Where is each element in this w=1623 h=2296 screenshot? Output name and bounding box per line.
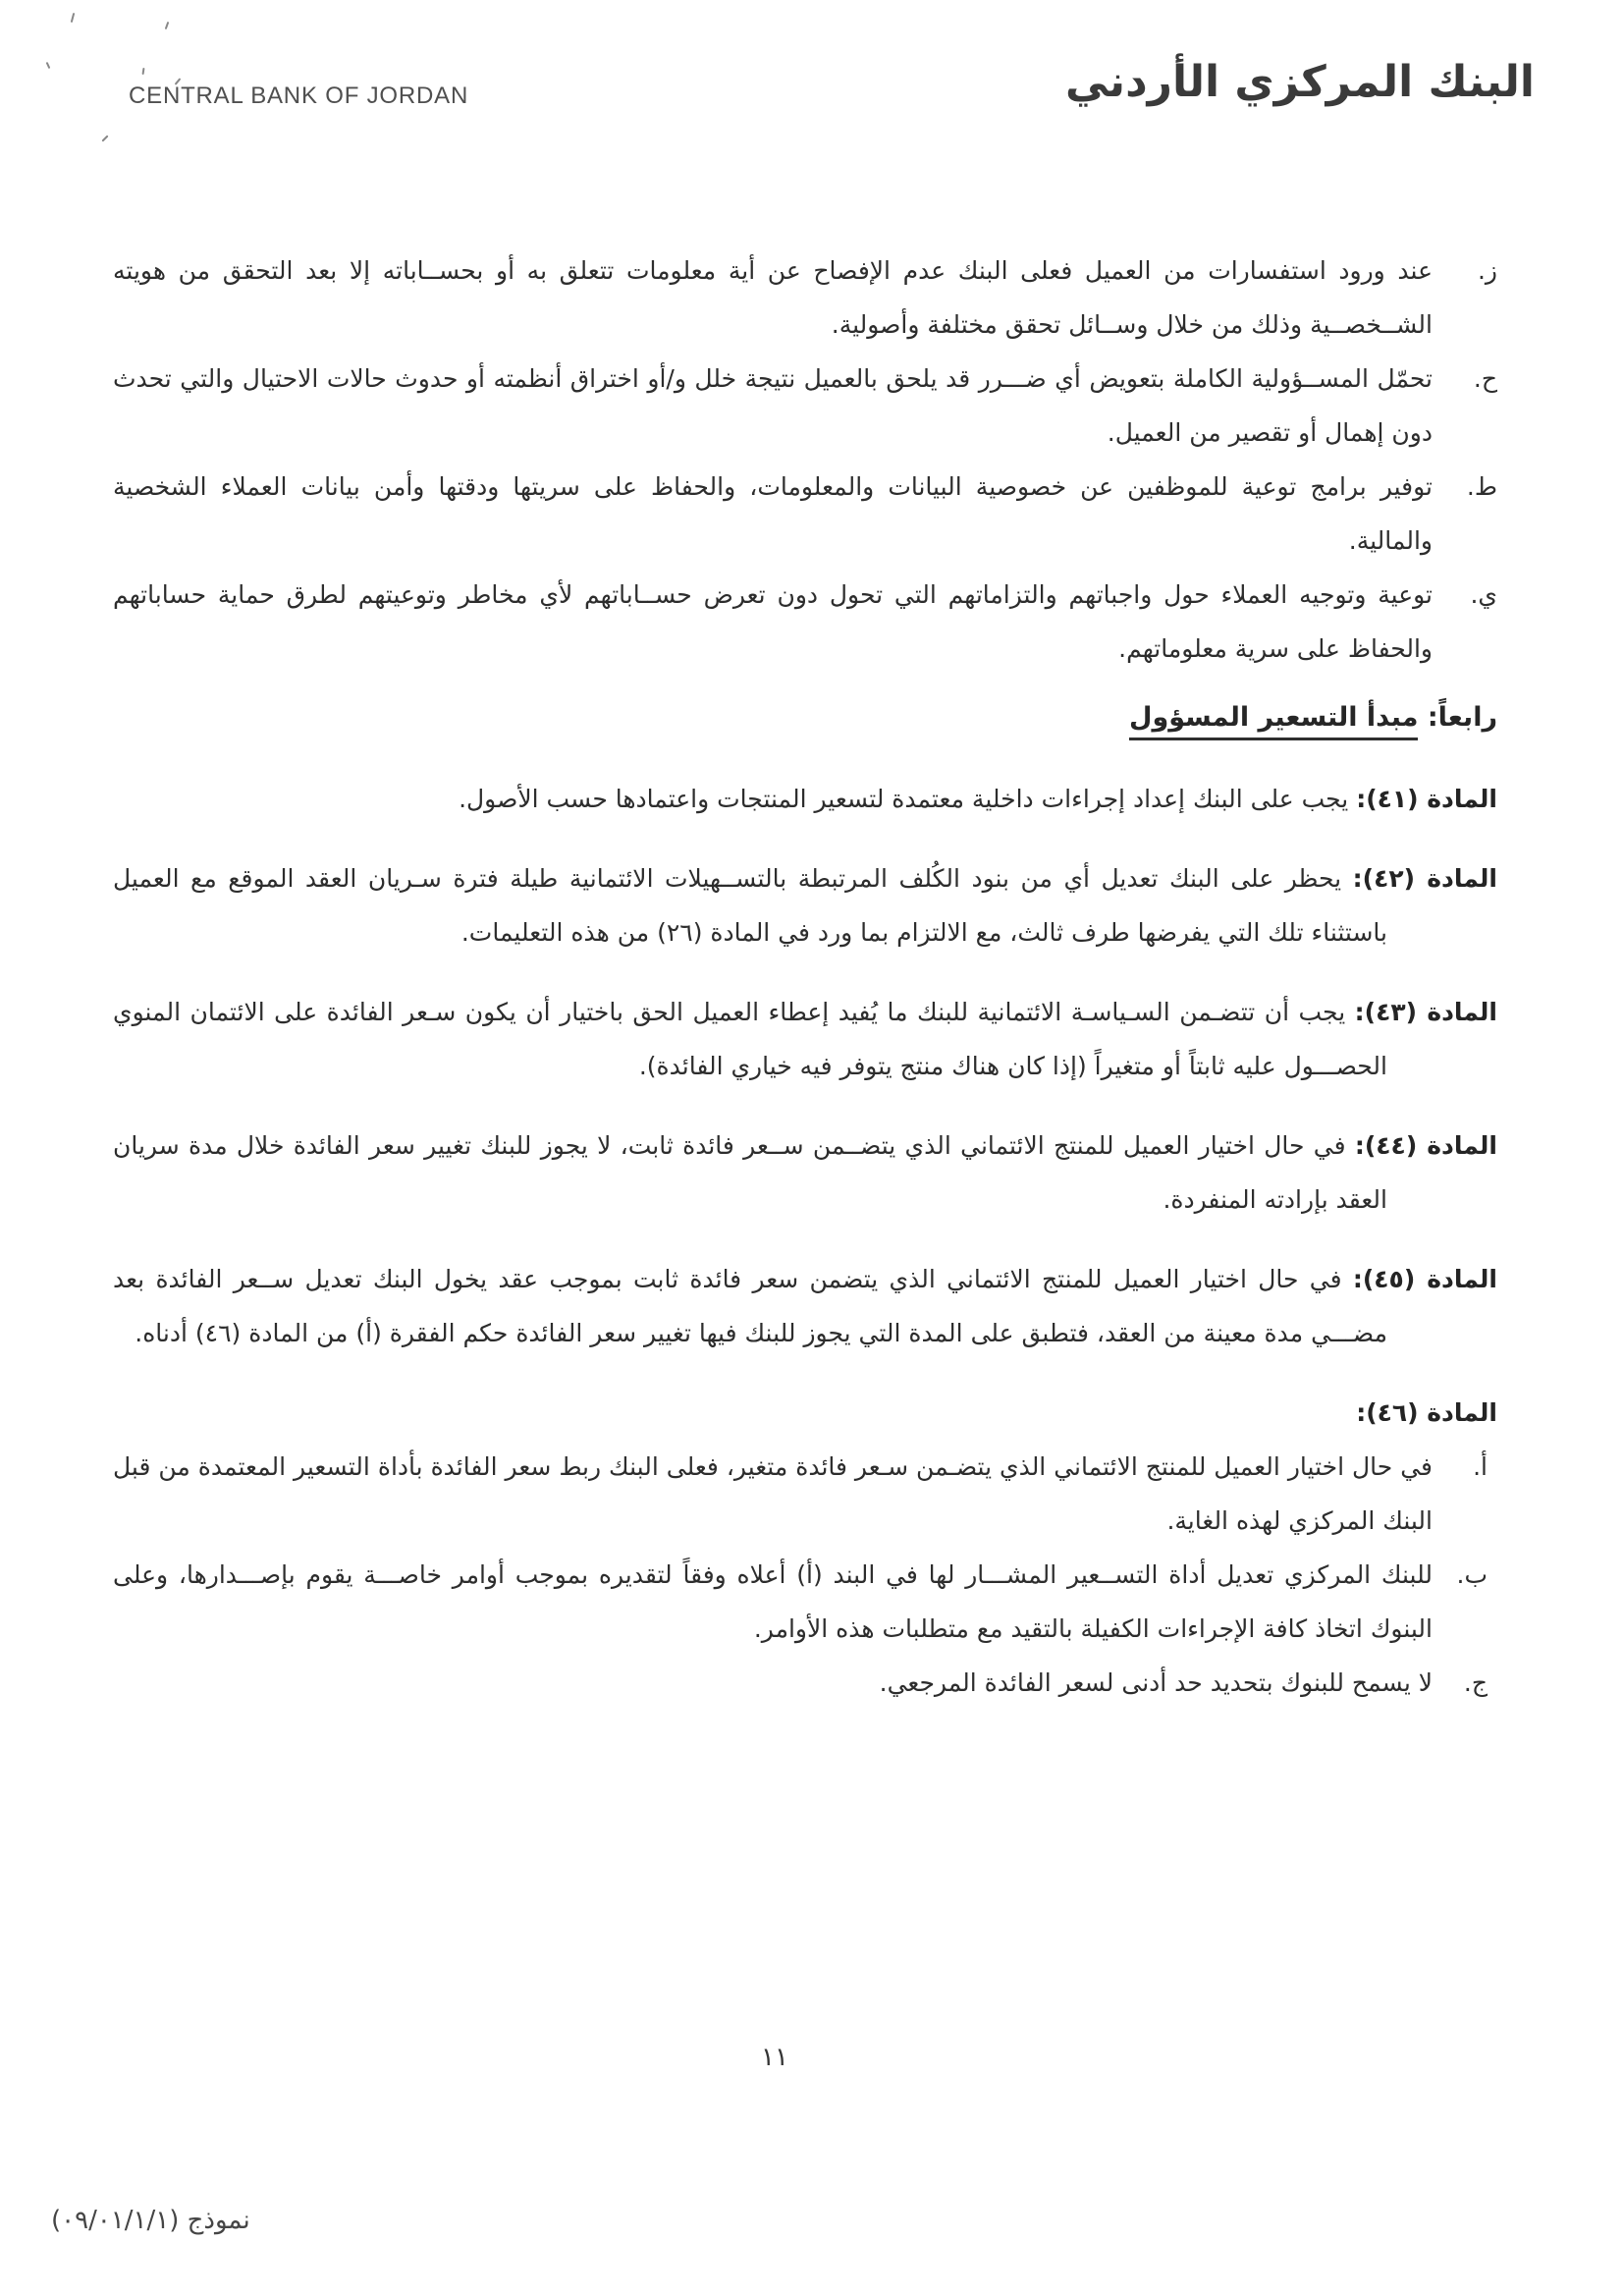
article-41 — [113, 772, 1497, 826]
article-text: في حال اختيار العميل للمنتج الائتماني الذي يتضــمن ســعر فائدة ثابت، لا يجوز للبنك تغيير سعر الفائدة خلال مدة سريان العقد بإرادته المنفردة. — [113, 1131, 1387, 1214]
article-label: المادة (٤٥): — [1352, 1265, 1497, 1293]
sub-item-letter: أ. — [1473, 1452, 1488, 1481]
sub-item-letter: ج. — [1463, 1668, 1488, 1697]
form-number: نموذج (٠٩/٠١/١/١) — [51, 2206, 250, 2235]
article-42 — [113, 851, 1497, 959]
list-item — [113, 568, 1497, 676]
article-label: المادة (٤٣): — [1354, 998, 1498, 1026]
scan-artifact — [101, 135, 108, 141]
article-label: المادة (٤٤): — [1354, 1131, 1497, 1160]
list-item-letter: ز. — [1477, 256, 1497, 285]
sub-item-letter: ب. — [1456, 1560, 1488, 1589]
sub-list-item — [113, 1548, 1488, 1656]
bank-logo-arabic: البنك المركزي الأردني — [1065, 57, 1535, 107]
article-text: في حال اختيار العميل للمنتج الائتماني الذي يتضمن سعر فائدة ثابت بموجب عقد يخول البنك تعديل ســعر الفائدة بعد مضـــي مدة معينة من العقد، فتطبق على المدة التي يجوز للبنك فيها تغيير سعر الفائدة حكم الفقرة (أ) من المادة (٤٦) أدناه. — [113, 1265, 1387, 1347]
list-item — [113, 244, 1497, 352]
list-item-letter: ط. — [1466, 472, 1497, 501]
scan-artifact — [165, 22, 170, 29]
list-item-text: توفير برامج توعية للموظفين عن خصوصية البيانات والمعلومات، والحفاظ على سريتها ودقتها وأمن بيانات العملاء الشخصية والمالية. — [113, 472, 1433, 555]
article-44 — [113, 1119, 1497, 1227]
article-label: المادة (٤٦): — [1356, 1398, 1497, 1427]
scan-artifact — [46, 62, 51, 69]
article-label: المادة (٤١): — [1356, 785, 1497, 813]
list-item-text: توعية وتوجيه العملاء حول واجباتهم والتزاماتهم التي تحول دون تعرض حســاباتهم لأي مخاطر وتوعيتهم لطرق حماية حساباتهم والحفاظ على سرية معلوماتهم. — [113, 580, 1433, 663]
article-46 — [113, 1386, 1497, 1440]
sub-item-text: في حال اختيار العميل للمنتج الائتماني الذي يتضـمن سـعر فائدة متغير، فعلى البنك ربط سعر الفائدة بأداة التسعير المعتمدة من قبل البنك المركزي لهذه الغاية. — [113, 1452, 1433, 1535]
article-text: يحظر على البنك تعديل أي من بنود الكُلف المرتبطة بالتســهيلات الائتمانية طيلة فترة سـريان العقد الموقع مع العميل باستثناء تلك التي يفرضها طرف ثالث، مع الالتزام بما ورد في المادة (٢٦) من هذه التعليمات. — [113, 864, 1387, 947]
section-heading-prefix: رابعاً: — [1427, 702, 1497, 733]
section-heading-title: مبدأ التسعير المسؤول — [1129, 702, 1418, 740]
article-43 — [113, 985, 1497, 1093]
list-item-text: عند ورود استفسارات من العميل فعلى البنك عدم الإفصاح عن أية معلومات تتعلق به أو بحســاباته إلا بعد التحقق من هويته الشــخصــية وذلك من خلال وســائل تحقق مختلفة وأصولية. — [113, 256, 1433, 339]
sub-list-item — [113, 1440, 1488, 1548]
article-46-sublist — [113, 1440, 1497, 1710]
page-number: ١١ — [761, 2043, 788, 2072]
list-item-letter: ي. — [1470, 580, 1497, 609]
list-item — [113, 352, 1497, 460]
sub-item-text: للبنك المركزي تعديل أداة التســعير المشـــار لها في البند (أ) أعلاه وفقاً لتقديره بموجب أوامر خاصـــة يقوم بإصـــدارها، وعلى البنوك اتخاذ كافة الإجراءات الكفيلة بالتقيد مع متطلبات هذه الأوامر. — [113, 1560, 1433, 1643]
list-item-text: تحمّل المســؤولية الكاملة بتعويض أي ضـــرر قد يلحق بالعميل نتيجة خلل و/أو اختراق أنظمته أو حدوث حالات الاحتيال والتي تحدث دون إهمال أو تقصير من العميل. — [113, 364, 1433, 447]
lettered-list — [113, 244, 1497, 676]
list-item-letter: ح. — [1473, 364, 1497, 393]
document-body — [113, 244, 1497, 1710]
scan-artifact — [71, 13, 76, 23]
article-45 — [113, 1252, 1497, 1360]
sub-item-text: لا يسمح للبنوك بتحديد حد أدنى لسعر الفائدة المرجعي. — [879, 1668, 1433, 1697]
bank-name-english: CENTRAL BANK OF JORDAN — [129, 82, 469, 109]
article-text: يجب أن تتضـمن السـياسـة الائتمانية للبنك ما يُفيد إعطاء العميل الحق باختيار أن يكون سـعر الفائدة على الائتمان المنوي الحصـــول عليه ثابتاً أو متغيراً (إذا كان هناك منتج يتوفر فيه خياري الفائدة). — [113, 998, 1387, 1080]
scan-artifact — [142, 68, 145, 75]
section-heading — [113, 689, 1497, 746]
article-text: يجب على البنك إعداد إجراءات داخلية معتمدة لتسعير المنتجات واعتمادها حسب الأصول. — [459, 785, 1349, 813]
article-label: المادة (٤٢): — [1352, 864, 1497, 893]
sub-list-item — [113, 1656, 1488, 1710]
list-item — [113, 460, 1497, 568]
